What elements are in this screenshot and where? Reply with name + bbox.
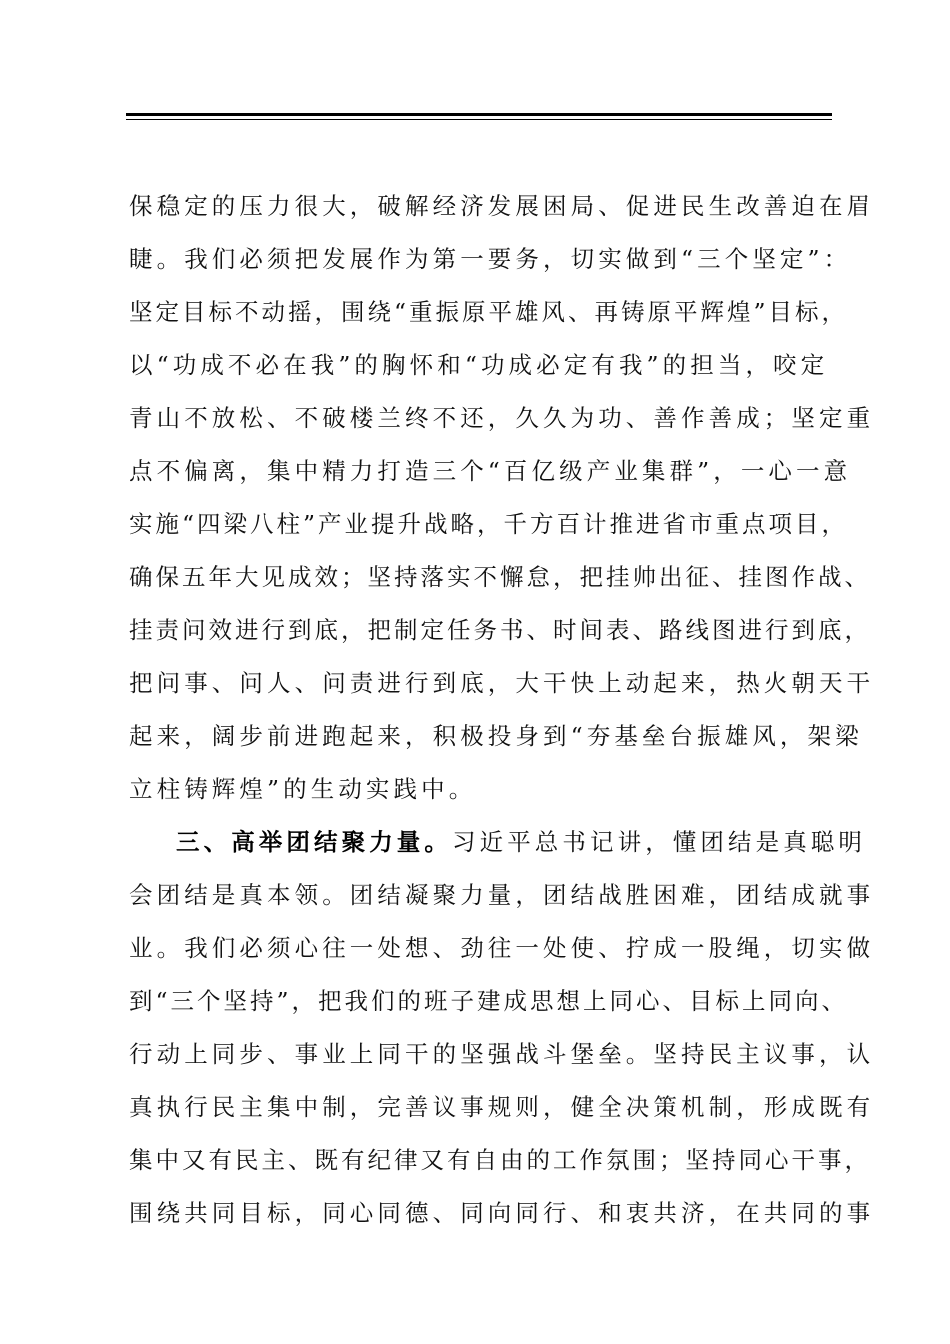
text-line: 坚定目标不动摇，围绕“重振原平雄风、再铸原平辉煌”目标，	[129, 298, 849, 326]
text-line-first	[129, 816, 866, 869]
text-line: 以“功成不必在我”的胸怀和“功成必定有我”的担当，咬定	[129, 351, 829, 379]
text-line: 挂责问效进行到底，把制定任务书、时间表、路线图进行到底，	[129, 616, 871, 644]
header-rule-thin	[126, 119, 832, 120]
text-line: 实施“四梁八柱”产业提升战略，千方百计推进省市重点项目，	[129, 510, 849, 538]
text-line: 会团结是真本领。团结凝聚力量，团结战胜困难，团结成就事	[129, 881, 875, 909]
text-line: 青山不放松、不破楼兰终不还，久久为功、善作善成；坚定重	[129, 404, 875, 432]
text-line: 集中又有民主、既有纪律又有自由的工作氛围；坚持同心干事，	[129, 1146, 871, 1174]
paragraph-2	[129, 816, 875, 1240]
paragraph-1	[129, 180, 875, 816]
text-line: 睫。我们必须把发展作为第一要务，切实做到“三个坚定”：	[129, 245, 852, 273]
text-line: 业。我们必须心往一处想、劲往一处使、拧成一股绳，切实做	[129, 934, 875, 962]
text-line: 立柱铸辉煌”的生动实践中。	[129, 775, 477, 803]
document-body	[129, 180, 875, 1240]
text-line: 起来，阔步前进跑起来，积极投身到“夯基垒台振雄风，架梁	[129, 722, 863, 750]
text-line: 确保五年大见成效；坚持落实不懈怠，把挂帅出征、挂图作战、	[129, 563, 871, 591]
text-line: 真执行民主集中制，完善议事规则，健全决策机制，形成既有	[129, 1093, 875, 1121]
text-line: 点不偏离，集中精力打造三个“百亿级产业集群”，一心一意	[129, 457, 852, 485]
header-rule-thick	[126, 113, 832, 116]
text-span: 习近平总书记讲，懂团结是真聪明	[452, 828, 866, 856]
text-line: 到“三个坚持”，把我们的班子建成思想上同心、目标上同向、	[129, 987, 849, 1015]
text-line: 行动上同步、事业上同干的坚强战斗堡垒。坚持民主议事，认	[129, 1040, 875, 1068]
text-line: 把问事、问人、问责进行到底，大干快上动起来，热火朝天干	[129, 669, 875, 697]
text-line: 围绕共同目标，同心同德、同向同行、和衷共济，在共同的事	[129, 1199, 875, 1227]
text-line: 保稳定的压力很大，破解经济发展困局、促进民生改善迫在眉	[129, 192, 875, 220]
section-heading: 三、高举团结聚力量。	[176, 828, 452, 856]
